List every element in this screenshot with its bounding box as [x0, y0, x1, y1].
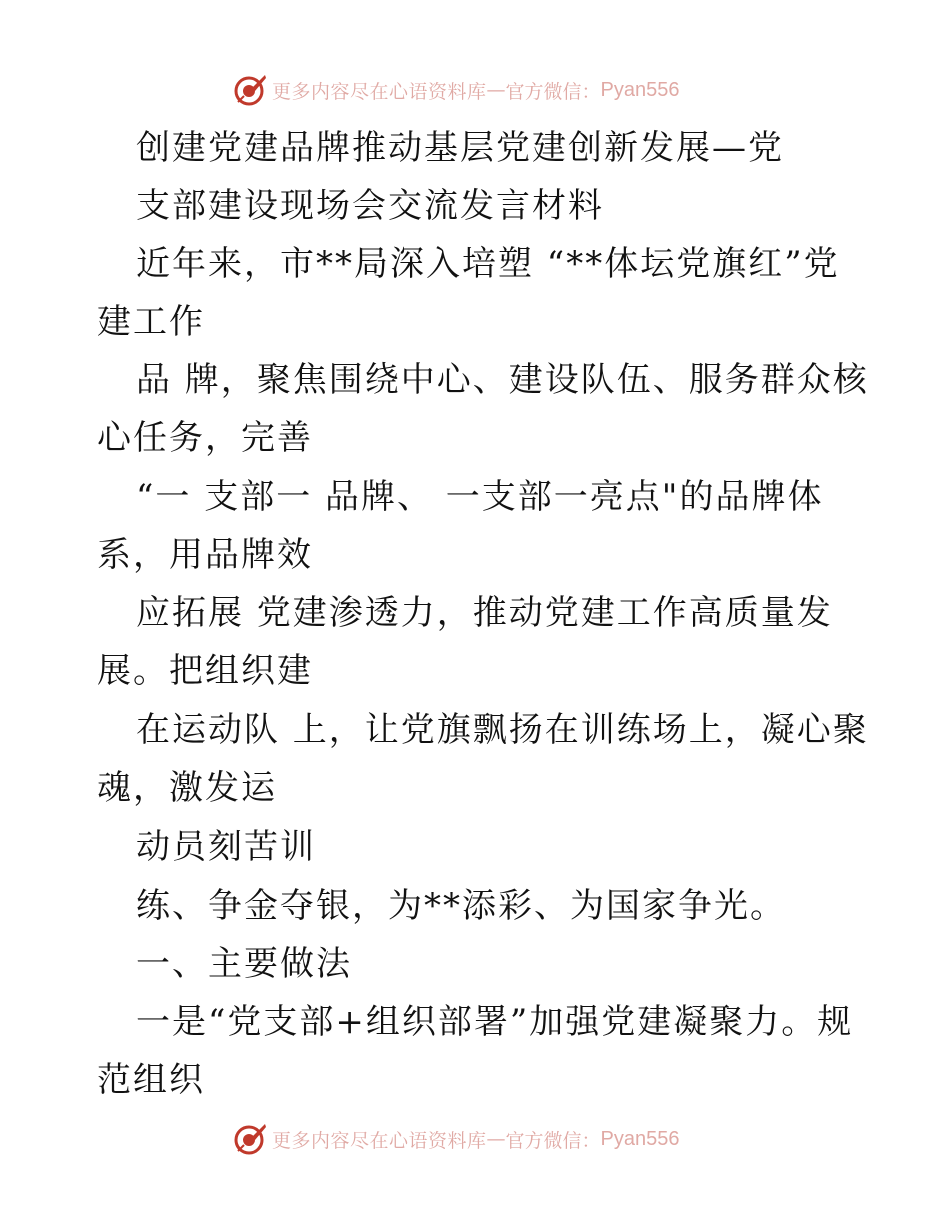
watermark-separator: —: [486, 1128, 506, 1150]
paragraph-line: 系，用品牌效: [97, 535, 313, 575]
watermark-text: 更多内容尽在心语资料库: [272, 80, 487, 103]
document-title-line-2: 支部建设现场会交流发言材料: [136, 186, 604, 226]
watermark-text: 更多内容尽在心语资料库: [272, 1129, 487, 1152]
watermark-wechat-id: Pyan556: [600, 1127, 680, 1150]
paragraph-line: 一是“党支部+组织部署”加强党建凝聚力。规: [136, 1002, 854, 1042]
section-heading: 一、主要做法: [136, 944, 352, 984]
paragraph-line: 品 牌，聚焦围绕中心、建设队伍、服务群众核: [136, 360, 869, 400]
paragraph-line: 范组织: [97, 1060, 205, 1100]
watermark-wechat-id: Pyan556: [600, 78, 680, 101]
footer-watermark: [232, 1121, 680, 1157]
paragraph-line: 在运动队 上，让党旗飘扬在训练场上，凝心聚: [136, 710, 869, 750]
paragraph-line: 近年来，市**局深入培塑 “**体坛党旗红”党: [136, 244, 840, 284]
paragraph-line: 建工作: [97, 302, 205, 342]
header-watermark: [232, 72, 680, 108]
quill-pen-logo-icon: [232, 1121, 268, 1157]
document-title-line-1: 创建党建品牌推动基层党建创新发展—党: [136, 128, 784, 168]
quill-pen-logo-icon: [232, 72, 268, 108]
paragraph-line: 应拓展 党建渗透力，推动党建工作高质量发: [136, 593, 833, 633]
watermark-wechat-label: 官方微信：: [505, 80, 601, 103]
paragraph-line: 心任务，完善: [97, 418, 313, 458]
paragraph-line: 魂，激发运: [97, 768, 277, 808]
paragraph-line: “一 支部一 品牌、 一支部一亮点"的品牌体: [136, 477, 824, 517]
paragraph-line: 展。把组织建: [97, 651, 313, 691]
watermark-wechat-label: 官方微信：: [505, 1129, 601, 1152]
paragraph-line: 动员刻苦训: [136, 827, 316, 867]
paragraph-line: 练、争金夺银，为**添彩、为国家争光。: [136, 886, 786, 926]
watermark-separator: —: [486, 79, 506, 101]
